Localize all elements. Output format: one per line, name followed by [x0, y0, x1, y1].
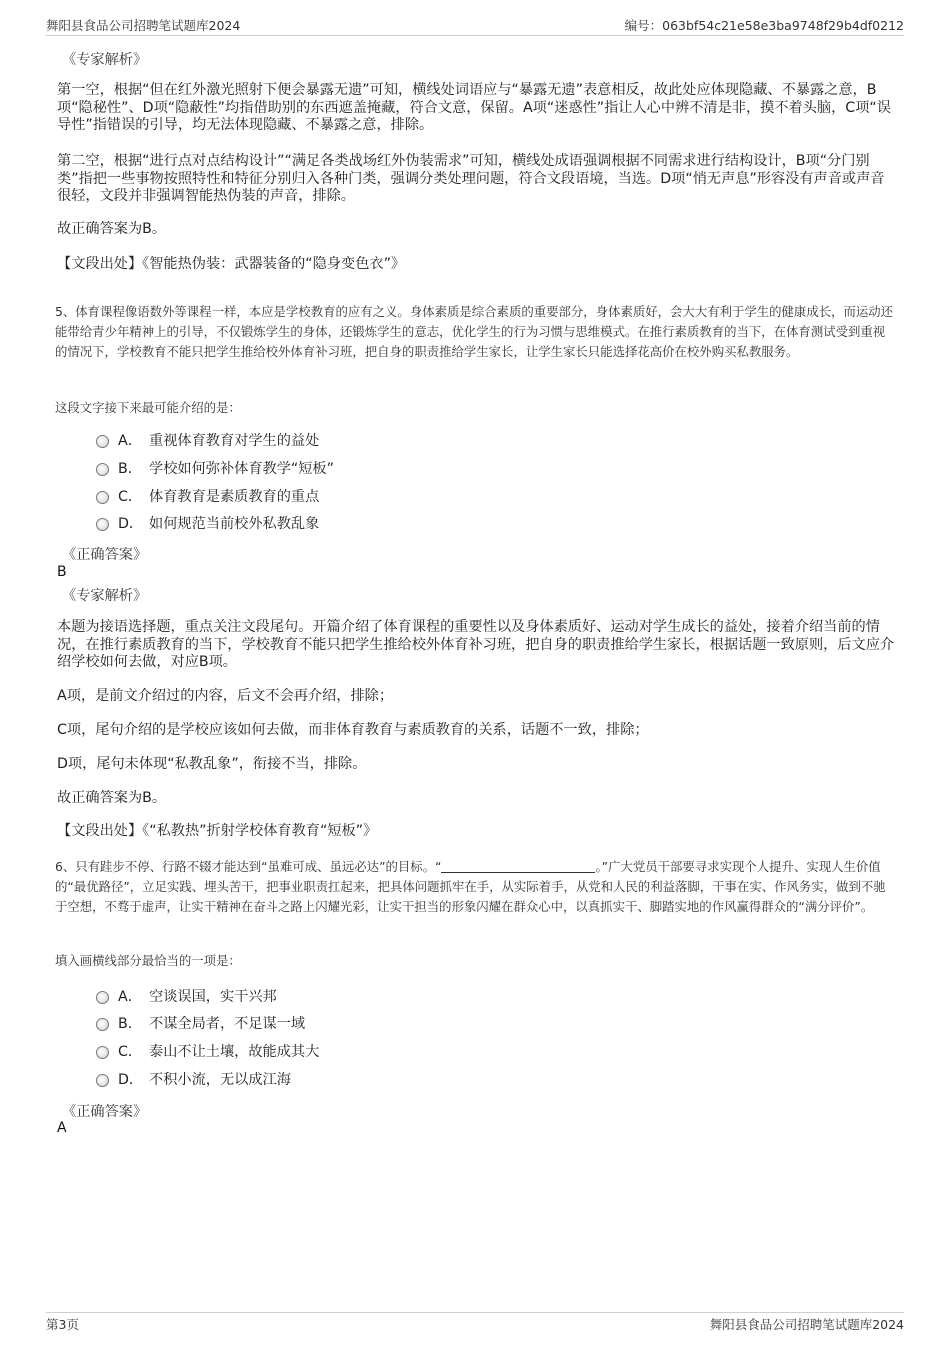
- expert-analysis-label: 《专家解析》: [62, 52, 148, 68]
- q5-option-c[interactable]: C． 体育教育是素质教育的重点: [96, 487, 319, 507]
- radio-icon[interactable]: [96, 518, 109, 531]
- q4-analysis-paragraph-1: 第一空，根据“但在红外激光照射下便会暴露无遗”可知，横线处词语应与“暴露无遗”表意相反，故此处应体现隐藏、不暴露之意，B项“隐秘性”、D项“隐蔽性”均指借助别的东西遮盖掩藏，符合文意，保留。A项“迷惑性”指让人心中辨不清是非，摸不着头脑，C项“误导性”指错误的引导，均无法体现隐藏、不暴露之意，排除。: [57, 82, 891, 133]
- q5-option-d[interactable]: D． 如何规范当前校外私教乱象: [96, 514, 319, 534]
- q6-option-c[interactable]: C． 泰山不让土壤，故能成其大: [96, 1042, 319, 1062]
- document-number: 编号：063bf54c21e58e3ba9748f29b4df0212: [624, 18, 904, 33]
- q6-option-a[interactable]: A． 空谈误国，实干兴邦: [96, 987, 277, 1007]
- q5-option-b[interactable]: B． 学校如何弥补体育教学“短板”: [96, 459, 334, 479]
- footer-title: 舞阳县食品公司招聘笔试题库2024: [709, 1317, 904, 1332]
- q5-source: 【文段出处】《“私教热”折射学校体育教育“短板”》: [57, 823, 378, 839]
- q5-option-a[interactable]: A． 重视体育教育对学生的益处: [96, 431, 319, 451]
- q5-conclusion: 故正确答案为B。: [57, 790, 167, 806]
- q5-analysis-paragraph: 本题为接语选择题，重点关注文段尾句。开篇介绍了体育课程的重要性以及身体素质好、运动对学生成长的益处，接着介绍当前的情况，在推行素质教育的当下，学校教育不能只把学生推给校外体育补习班，把自身的职责推给学生家长，根据话题一致原则，后文应介绍学校如何去做，对应B项。: [57, 619, 895, 670]
- expert-analysis-label: 《专家解析》: [62, 588, 148, 604]
- q6-stem: 6、只有跬步不停、行路不辍才能达到“虽难可成、虽远必达”的目标。“ 。”广大党员干部要寻求实现个人提升、实现人生价值的“最优路径”，立足实践、埋头苦干，把事业职责扛起来，把具体问题抓牢在手，从实际着手，从党和人民的利益落脚，干事在实、作风务实，做到不驰于空想，不骛于虚声，让实干精神在奋斗之路上闪耀光彩，让实干担当的形象闪耀在群众心中，以真抓实干、脚踏实地的作风赢得群众的“满分评价”。: [55, 859, 886, 914]
- q5-analysis-c: C项，尾句介绍的是学校应该如何去做，而非体育教育与素质教育的关系，话题不一致，排除；: [57, 722, 649, 738]
- radio-icon[interactable]: [96, 463, 109, 476]
- q4-analysis-paragraph-2: 第二空，根据“进行点对点结构设计”“满足各类战场红外伪装需求”可知，横线处成语强调根据不同需求进行结构设计，B项“分门别类”指把一些事物按照特性和特征分别归入各种门类，强调分类处理问题，符合文段语境，当选。D项“悄无声息”形容没有声音或声音很轻，文段并非强调智能热伪装的声音，排除。: [57, 153, 885, 204]
- radio-icon[interactable]: [96, 1046, 109, 1059]
- q5-answer: B: [57, 564, 67, 580]
- correct-answer-label: 《正确答案》: [62, 1104, 148, 1120]
- radio-icon[interactable]: [96, 1018, 109, 1031]
- q5-analysis-a: A项，是前文介绍过的内容，后文不会再介绍，排除；: [57, 688, 394, 704]
- q4-conclusion: 故正确答案为B。: [57, 221, 167, 237]
- fill-in-blank: [441, 860, 595, 873]
- q5-stem: 5、体育课程像语数外等课程一样，本应是学校教育的应有之义。身体素质是综合素质的重要部分，身体素质好，会大大有利于学生的健康成长，而运动还能带给青少年精神上的引导，不仅锻炼学生的身体，还锻炼学生的意志，优化学生的行为习惯与思维模式。在推行素质教育的当下，在体育测试受到重视的情况下，学校教育不能只把学生推给校外体育补习班，把自身的职责推给学生家长，让学生家长只能选择花高价在校外购买私教服务。: [55, 304, 894, 359]
- q6-prompt: 填入画横线部分最恰当的一项是：: [55, 953, 241, 968]
- radio-icon[interactable]: [96, 1074, 109, 1087]
- q6-answer: A: [57, 1120, 67, 1136]
- q6-option-d[interactable]: D． 不积小流，无以成江海: [96, 1070, 291, 1090]
- radio-icon[interactable]: [96, 991, 109, 1004]
- correct-answer-label: 《正确答案》: [62, 547, 148, 563]
- q4-source: 【文段出处】《智能热伪装：武器装备的“隐身变色衣”》: [57, 256, 406, 272]
- radio-icon[interactable]: [96, 435, 109, 448]
- q6-option-b[interactable]: B． 不谋全局者，不足谋一域: [96, 1014, 305, 1034]
- header-title: 舞阳县食品公司招聘笔试题库2024: [46, 18, 241, 33]
- q5-prompt: 这段文字接下来最可能介绍的是：: [55, 400, 241, 415]
- page-number: 第3页: [46, 1317, 79, 1332]
- page-footer: [46, 1312, 904, 1332]
- page-header: [46, 13, 904, 36]
- radio-icon[interactable]: [96, 491, 109, 504]
- q5-analysis-d: D项，尾句未体现“私教乱象”，衔接不当，排除。: [57, 756, 367, 772]
